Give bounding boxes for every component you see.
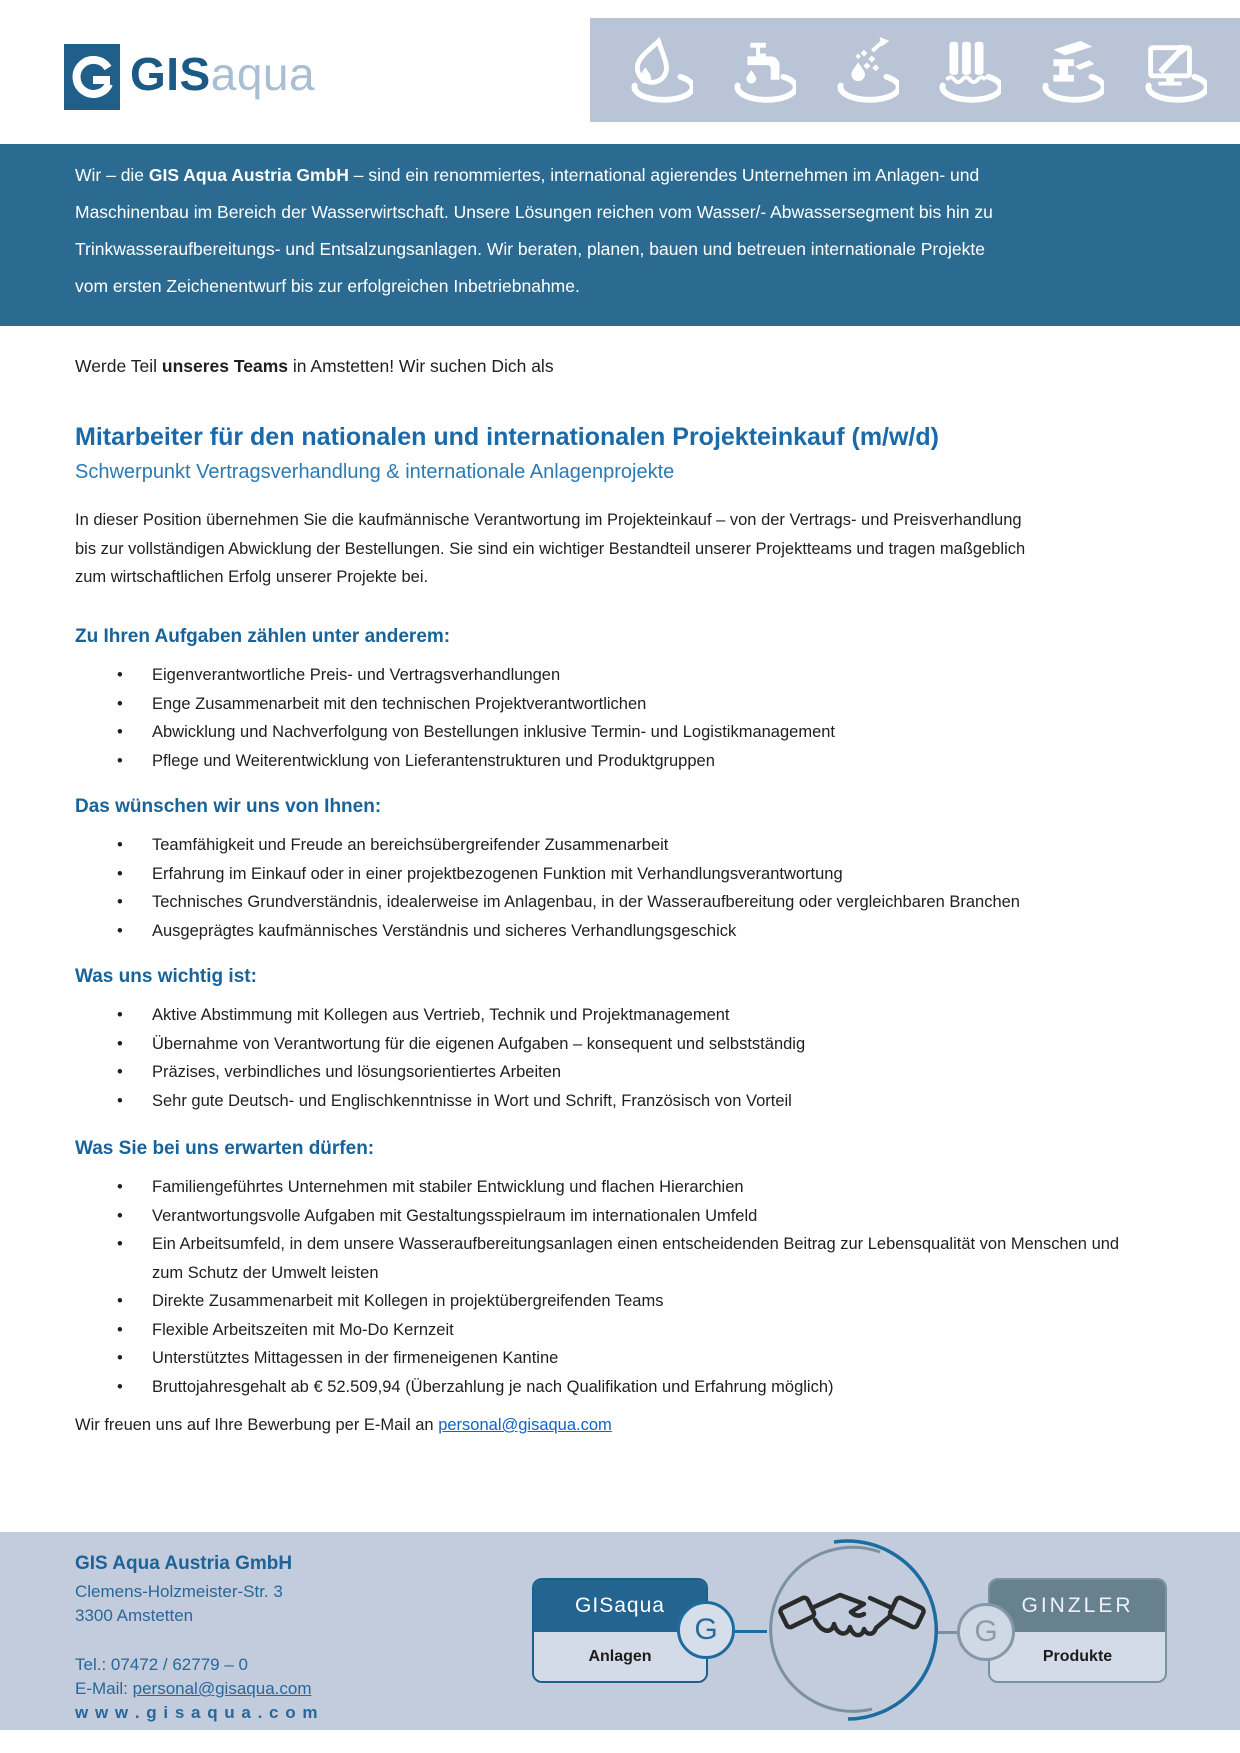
bullet-item: • Ausgeprägtes kaufmännisches Verständnis und sicheres Verhandlungsgeschick — [75, 917, 1127, 946]
section-benefits-heading: Was Sie bei uns erwarten dürfen: — [75, 1138, 375, 1159]
intro-line: In dieser Position übernehmen Sie die kaufmännische Verantwortung im Projekteinkauf – von der Vertrags- und Preisverhandlung — [75, 511, 1022, 529]
section-important-heading: Was uns wichtig ist: — [75, 966, 257, 987]
g-logo-icon — [64, 44, 120, 110]
bullet-item: • Ein Arbeitsumfeld, in dem unsere Wasseraufbereitungsanlagen einen entscheidenden Beitrag zur Lebensqualität von Menschen und zum Schutz der Umwelt leisten — [75, 1230, 1127, 1287]
section-important-list — [75, 1001, 1127, 1115]
bullet-item: • Bruttojahresgehalt ab € 52.509,94 (Überzahlung je nach Qualifikation und Erfahrung möglich) — [75, 1373, 1127, 1402]
faucet-icon — [726, 33, 796, 107]
application-email-link[interactable]: personal@gisaqua.com — [438, 1416, 612, 1434]
section-tasks-heading: Zu Ihren Aufgaben zählen unter anderem: — [75, 626, 451, 647]
ginzler-card-label: Produkte — [990, 1632, 1165, 1681]
application-line: Wir freuen uns auf Ihre Bewerbung per E-Mail an personal@gisaqua.com — [75, 1416, 612, 1434]
bullet-item: • Verantwortungsvolle Aufgaben mit Gestaltungsspielraum im internationalen Umfeld — [75, 1202, 1127, 1231]
service-monitor-icon — [1137, 33, 1207, 107]
steel-beam-icon — [1034, 33, 1104, 107]
bullet-item: • Eigenverantwortliche Preis- und Vertragsverhandlungen — [75, 661, 1127, 690]
gisaqua-logo-mark — [64, 44, 120, 110]
services-icon-strip — [590, 18, 1240, 122]
intro-line: zum wirtschaftlichen Erfolg unserer Projekte bei. — [75, 568, 429, 586]
bullet-item: • Präzises, verbindliches und lösungsorientiertes Arbeiten — [75, 1058, 1127, 1087]
banner-line: vom ersten Zeichenentwurf bis zur erfolgreichen Inbetriebnahme. — [75, 276, 580, 296]
section-benefits — [75, 1138, 1127, 1401]
bullet-item: • Sehr gute Deutsch- und Englischkenntnisse in Wort und Schrift, Französisch von Vorteil — [75, 1087, 1127, 1116]
section-tasks — [75, 626, 1127, 775]
company-intro-text — [75, 157, 1185, 305]
bullet-item: • Direkte Zusammenarbeit mit Kollegen in projektübergreifenden Teams — [75, 1287, 1127, 1316]
intro-line: bis zur vollständigen Abwicklung der Bestellungen. Sie sind ein wichtiger Bestandteil unserer Projektteams und tragen maßgeblich — [75, 539, 1026, 558]
weir-icon — [931, 33, 1001, 107]
gisaqua-g-badge: G — [677, 1601, 735, 1659]
footer-street: Clemens-Holzmeister-Str. 3 — [75, 1582, 283, 1601]
bullet-item: • Unterstütztes Mittagessen in der firmeneigenen Kantine — [75, 1344, 1127, 1373]
banner-lines — [75, 194, 1185, 305]
banner-line: Trinkwasseraufbereitungs- und Entsalzungsanlagen. Wir beraten, planen, bauen und betreuen internationale Projekte — [75, 239, 985, 259]
wordmark-gis: GIS — [130, 48, 211, 100]
job-title: Mitarbeiter für den nationalen und internationalen Projekteinkauf (m/w/d) — [75, 423, 939, 451]
footer-phone: Tel.: 07472 / 62779 – 0 — [75, 1655, 248, 1674]
gisaqua-card-brand: GISaqua — [534, 1580, 706, 1632]
bullet-item: • Flexible Arbeitszeiten mit Mo-Do Kernzeit — [75, 1316, 1127, 1345]
footer-city: 3300 Amstetten — [75, 1606, 194, 1625]
footer-company-name: GIS Aqua Austria GmbH — [75, 1553, 293, 1574]
bullet-item: • Familiengeführtes Unternehmen mit stabiler Entwicklung und flachen Hierarchien — [75, 1173, 1127, 1202]
bullet-item: • Teamfähigkeit und Freude an bereichsübergreifender Zusammenarbeit — [75, 831, 1127, 860]
bullet-item: • Abwicklung und Nachverfolgung von Bestellungen inklusive Termin- und Logistikmanagement — [75, 718, 1127, 747]
bullet-item: • Enge Zusammenarbeit mit den technischen Projektverantwortlichen — [75, 690, 1127, 719]
section-wishes — [75, 796, 1127, 945]
bullet-item: • Aktive Abstimmung mit Kollegen aus Vertrieb, Technik und Projektmanagement — [75, 1001, 1127, 1030]
company-intro-banner — [0, 144, 1240, 326]
banner-line: Maschinenbau im Bereich der Wasserwirtschaft. Unsere Lösungen reichen vom Wasser/- Abwassersegment bis hin zu — [75, 202, 993, 222]
banner-line-1: Wir – die GIS Aqua Austria GmbH – sind ein renommiertes, international agierendes Unternehmen im Anlagen- und — [75, 165, 980, 185]
bullet-item: • Erfahrung im Einkauf oder in einer projektbezogenen Funktion mit Verhandlungsverantwortung — [75, 860, 1127, 889]
job-intro-paragraph — [75, 506, 1025, 592]
footer-email-link[interactable]: personal@gisaqua.com — [132, 1679, 312, 1698]
section-important — [75, 966, 1127, 1115]
water-drop-icon — [623, 33, 693, 107]
footer-contact-block — [75, 1550, 318, 1725]
section-wishes-heading: Das wünschen wir uns von Ihnen: — [75, 796, 382, 817]
job-subtitle: Schwerpunkt Vertragsverhandlung & internationale Anlagenprojekte — [75, 461, 675, 483]
section-tasks-list — [75, 661, 1127, 775]
footer-website: w w w . g i s a q u a . c o m — [75, 1703, 319, 1722]
gisaqua-card-label: Anlagen — [534, 1632, 706, 1681]
bullet-item: • Pflege und Weiterentwicklung von Lieferantenstrukturen und Produktgruppen — [75, 747, 1127, 776]
wordmark-aqua: aqua — [210, 48, 316, 100]
spray-icon — [829, 33, 899, 107]
section-wishes-list — [75, 831, 1127, 945]
bullet-item: • Übernahme von Verantwortung für die eigenen Aufgaben – konsequent und selbstständig — [75, 1030, 1127, 1059]
ginzler-card-brand: GINZLER — [990, 1580, 1165, 1632]
gisaqua-wordmark — [130, 38, 315, 110]
team-invitation-line: Werde Teil unseres Teams in Amstetten! Wir suchen Dich als — [75, 356, 554, 376]
bullet-item: • Technisches Grundverständnis, idealerweise im Anlagenbau, in der Wasseraufbereitung oder vergleichbaren Branchen — [75, 888, 1127, 917]
handshake-icon — [752, 1530, 952, 1730]
footer-email-line: E-Mail: personal@gisaqua.com — [75, 1679, 312, 1698]
section-benefits-list — [75, 1173, 1127, 1401]
ginzler-g-badge: G — [957, 1603, 1015, 1661]
